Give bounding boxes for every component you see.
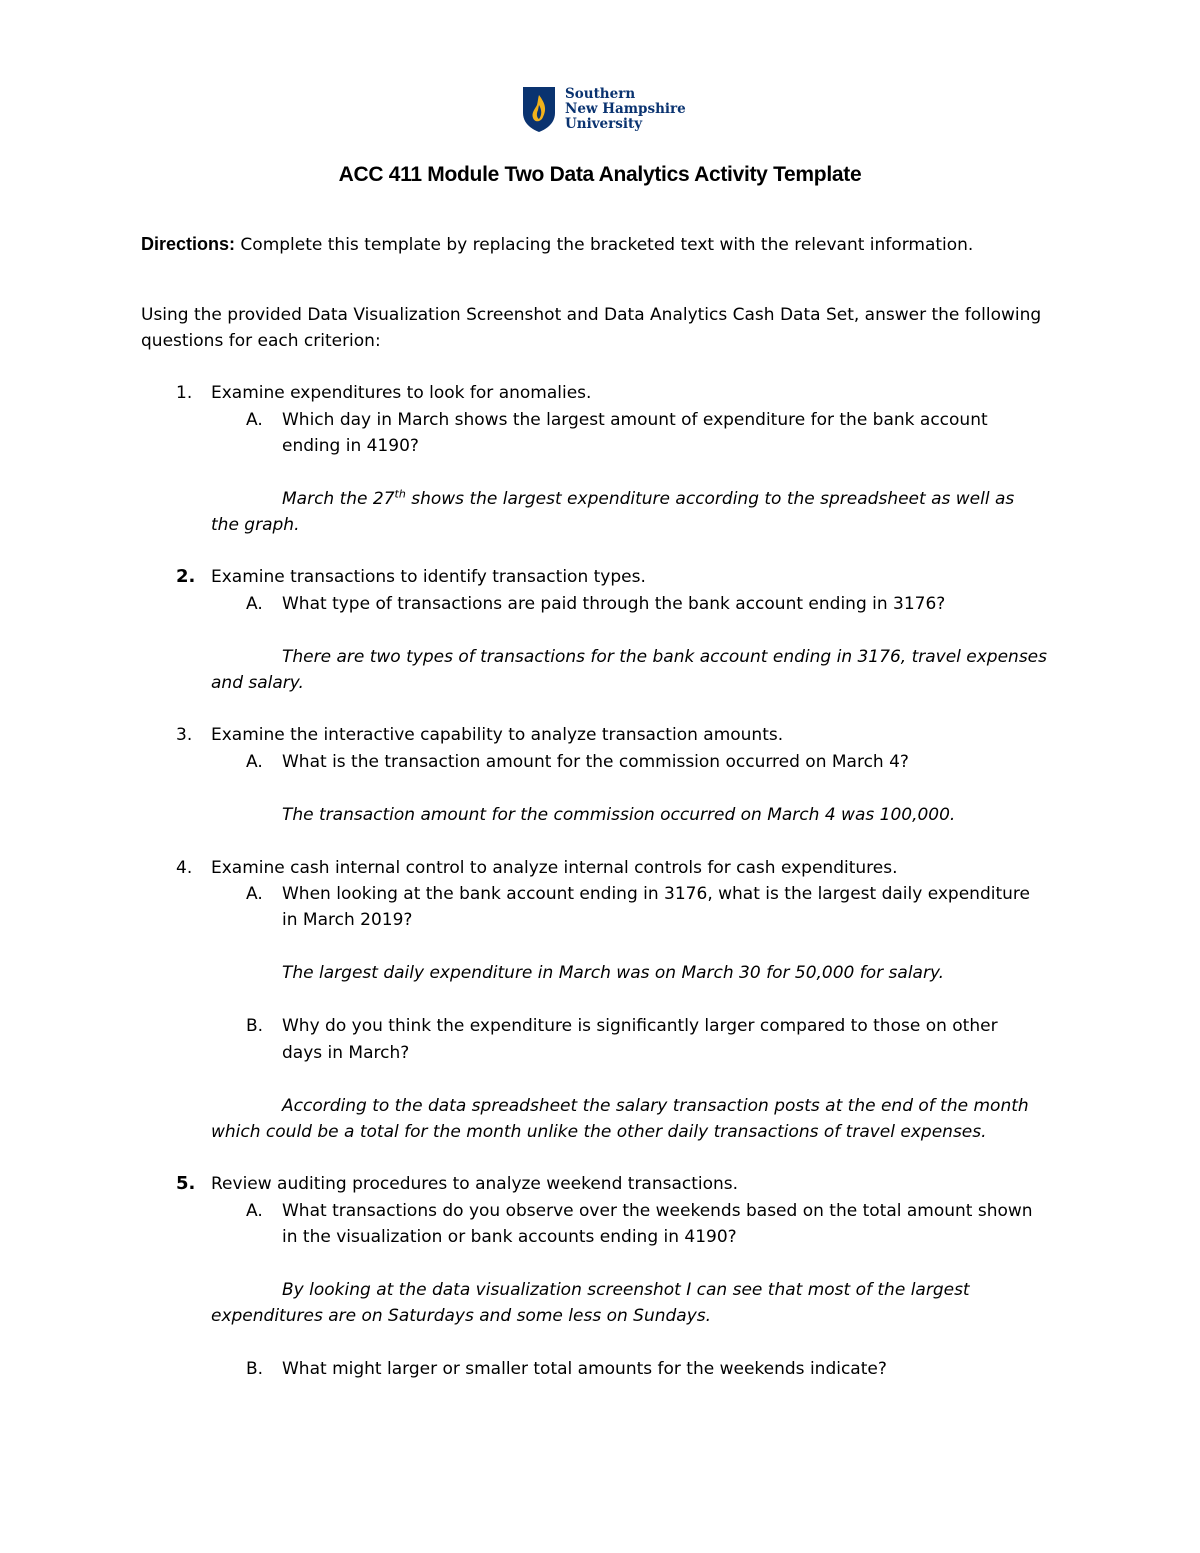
q4-a-line-1: When looking at the bank account ending in 3176, what is the largest daily expenditure <box>282 884 1030 904</box>
intro-line-2: questions for each criterion: <box>141 331 381 351</box>
q1-a-label: A. <box>246 410 263 430</box>
q2-number: 2. <box>176 566 196 587</box>
directions-text: Complete this template by replacing the bracketed text with the relevant information. <box>235 235 974 255</box>
q5-b-label: B. <box>246 1359 264 1379</box>
q4-number: 4. <box>176 858 193 878</box>
logo-line-2: New Hampshire <box>565 100 686 117</box>
q5-a-answer-line-1: By looking at the data visualization screenshot I can see that most of the largest <box>282 1280 970 1300</box>
q2-a-line-1: What type of transactions are paid through the bank account ending in 3176? <box>282 594 946 614</box>
q5-a-label: A. <box>246 1201 263 1221</box>
q3-text: Examine the interactive capability to analyze transaction amounts. <box>211 725 784 745</box>
q3-number: 3. <box>176 725 193 745</box>
q2-answer-line-2: and salary. <box>211 673 304 693</box>
q5-number: 5. <box>176 1173 196 1194</box>
q2-answer-line-1: There are two types of transactions for the bank account ending in 3176, travel expenses <box>282 647 1047 667</box>
directions <box>141 231 973 258</box>
q4-a-label: A. <box>246 884 263 904</box>
q3-a-label: A. <box>246 752 263 772</box>
q4-b-answer-line-1: According to the data spreadsheet the salary transaction posts at the end of the month <box>282 1096 1029 1116</box>
q3-answer-line-1: The transaction amount for the commission occurred on March 4 was 100,000. <box>282 805 956 825</box>
q1-text: Examine expenditures to look for anomalies. <box>211 383 592 403</box>
directions-label: Directions: <box>141 234 236 254</box>
intro-line-1: Using the provided Data Visualization Screenshot and Data Analytics Cash Data Set, answer the following <box>141 305 1042 325</box>
page-title: ACC 411 Module Two Data Analytics Activity Template <box>338 163 862 186</box>
q4-a-answer: The largest daily expenditure in March was on March 30 for 50,000 for salary. <box>282 963 945 983</box>
logo-line-3: University <box>565 115 643 132</box>
q1-answer-pre: March the 27 <box>282 489 395 509</box>
q1-answer-line-2: the graph. <box>211 515 300 535</box>
q5-text: Review auditing procedures to analyze weekend transactions. <box>211 1174 739 1194</box>
q1-a-line-1: Which day in March shows the largest amount of expenditure for the bank account <box>282 410 988 430</box>
q4-a-line-2: in March 2019? <box>282 910 413 930</box>
q5-a-line-1: What transactions do you observe over the weekends based on the total amount shown <box>282 1201 1033 1221</box>
logo-wordmark <box>565 87 686 132</box>
q4-text: Examine cash internal control to analyze internal controls for cash expenditures. <box>211 858 898 878</box>
logo-line-1: Southern <box>565 85 636 102</box>
q1-number: 1. <box>176 383 193 403</box>
q5-b-line-1: What might larger or smaller total amounts for the weekends indicate? <box>282 1359 887 1379</box>
q5-a-answer-line-2: expenditures are on Saturdays and some less on Sundays. <box>211 1306 712 1326</box>
q1-answer-sup: th <box>394 487 406 501</box>
q4-b-line-2: days in March? <box>282 1043 410 1063</box>
q2-a-label: A. <box>246 594 263 614</box>
q4-b-answer-line-2: which could be a total for the month unlike the other daily transactions of travel expenses. <box>211 1122 987 1142</box>
flame-shield-icon <box>521 85 557 133</box>
q3-a-line-1: What is the transaction amount for the commission occurred on March 4? <box>282 752 909 772</box>
q1-answer-post: shows the largest expenditure according to the spreadsheet as well as <box>405 489 1015 509</box>
q2-text: Examine transactions to identify transaction types. <box>211 567 646 587</box>
q5-a-line-2: in the visualization or bank accounts ending in 4190? <box>282 1227 737 1247</box>
university-logo <box>521 84 686 134</box>
q4-b-label: B. <box>246 1016 264 1036</box>
q1-a-line-2: ending in 4190? <box>282 436 419 456</box>
q1-answer-line-1 <box>282 486 1014 512</box>
q4-b-line-1: Why do you think the expenditure is significantly larger compared to those on other <box>282 1016 998 1036</box>
